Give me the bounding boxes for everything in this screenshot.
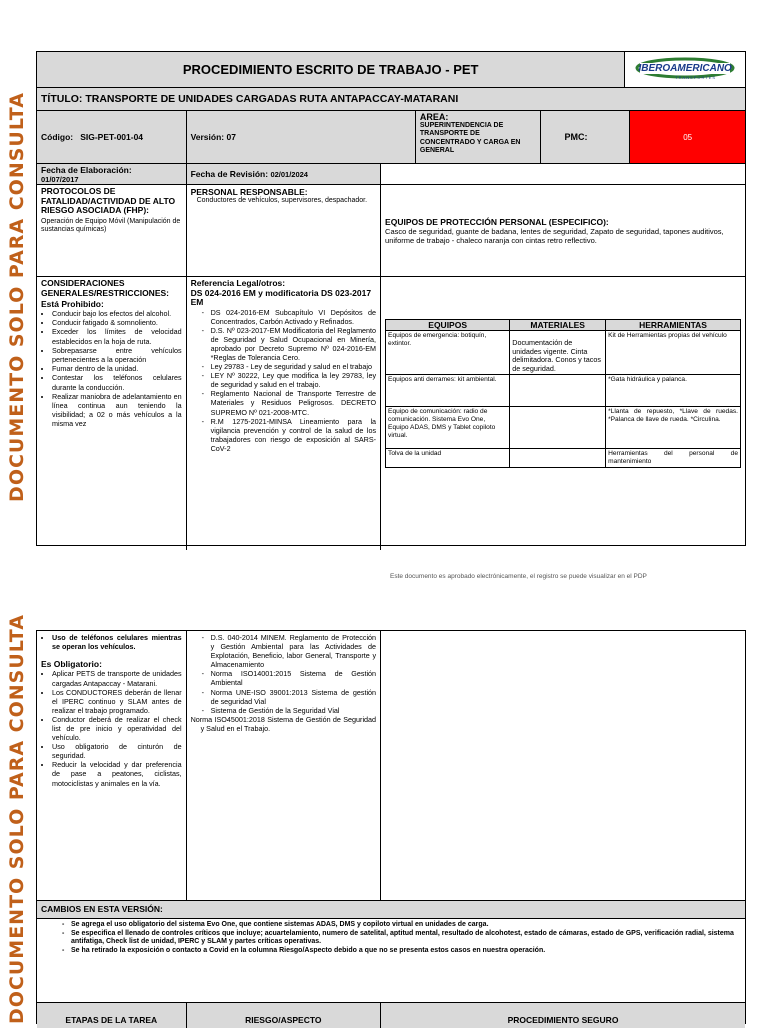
list-item: • Aplicar PETS de transporte de unidades cargadas Antapaccay - Matarani. (52, 669, 182, 687)
list-item: • Conductor deberá de realizar el check list de pre inicio y operatividad del vehículo. (52, 715, 182, 742)
table-cell: Documentación de unidades vigente. Cinta delimitadora. Conos y tacos de seguridad. (510, 331, 606, 375)
elaboration-date-label: Fecha de Elaboración: (41, 165, 132, 175)
table-row (386, 331, 741, 375)
fatality-protocols-title: PROTOCOLOS DE FATALIDAD/ACTIVIDAD DE ALTO RIESGO ASOCIADA (FHP): (41, 186, 176, 215)
list-item: • Contestar los teléfonos celulares durante la conducción. (52, 373, 182, 391)
general-considerations (37, 277, 187, 550)
equipment-section (381, 277, 745, 550)
changes-title: CAMBIOS EN ESTA VERSIÓN: (41, 904, 163, 914)
general-considerations-title: CONSIDERACIONES GENERALES/RESTRICCIONES: (41, 278, 169, 298)
code-value: SIG-PET-001-04 (80, 132, 144, 142)
ppe-title: EQUIPOS DE PROTECCIÓN PERSONAL (ESPECIFICO): (385, 217, 609, 227)
version-field: Versión: 07 (187, 111, 416, 163)
legal-reference-continued (187, 631, 381, 900)
list-item: - Se especifica el llenado de controles críticos que incluye; acuartelamiento, numero de satelital, aptitud mental, resultado de alcohotest, estado de cámaras, estado de GPS, verificación radial, sistema antifatiga, Check list de unidad, IPERC y SLAM y partes críticas operativas. (71, 930, 741, 947)
ppe-section (381, 185, 745, 276)
list-item: • Conducir fatigado & somnoliento. (52, 318, 182, 327)
table-cell: Kit de Herramientas propias del vehículo (606, 331, 741, 375)
table-cell (510, 449, 606, 468)
list-item: • Uso obligatorio de cinturón de seguridad. (52, 742, 182, 760)
list-item: - Norma UNE-ISO 39001:2013 Sistema de gestión de seguridad Vial (211, 688, 376, 706)
revision-date (187, 164, 381, 184)
area-field (416, 111, 541, 163)
list-item: - DS 024-2016-EM Subcapítulo VI Depósitos de Concentrados, Carbón Activado y Refinados. (211, 308, 376, 326)
changes-section (37, 919, 745, 1002)
obligations-section (37, 631, 187, 900)
legal-reference-subtitle: DS 024-2016 EM y modificatoria DS 023-2017 EM (190, 287, 372, 307)
fatality-protocols (37, 185, 187, 276)
legal-reference-list (191, 308, 376, 454)
list-item: - Sistema de Gestión de la Seguridad Vial (211, 706, 376, 715)
document-page-2 (36, 630, 746, 1024)
list-item: - R.M 1275-2021-MINSA Lineamiento para la vigilancia prevención y control de la salud de los trabajadores con riesgo de exposición al SARS-CoV-2 (211, 417, 376, 453)
document-page-1 (36, 51, 746, 546)
list-item: - LEY Nº 30222, Ley que modifica la ley 29783, ley de seguridad y salud en el trabajo. (211, 371, 376, 389)
table-row (386, 449, 741, 468)
table-cell: Equipos de emergencia: botiquín, extintor. (386, 331, 510, 375)
table-cell: *Gata hidráulica y palanca. (606, 375, 741, 407)
column-header-stages: ETAPAS DE LA TAREA (37, 1003, 187, 1028)
list-item: • Los CONDUCTORES deberán de llenar el IPERC continuo y SLAM antes de realizar el trabajo programado. (52, 688, 182, 715)
document-subtitle: TÍTULO: TRANSPORTE DE UNIDADES CARGADAS RUTA ANTAPACCAY-MATARANI (41, 93, 459, 105)
page-title: PROCEDIMIENTO ESCRITO DE TRABAJO - PET (37, 52, 625, 87)
code-label: Código: (41, 132, 74, 142)
prohibited-title: Está Prohibido: (41, 299, 104, 309)
pmc-label: PMC: (541, 111, 631, 163)
table-cell: Equipo de comunicación: radio de comunicación. Sistema Evo One, Equipo ADAS, DMS y Tablet copiloto virtual. (386, 407, 510, 449)
company-logo (625, 52, 745, 87)
table-cell: Equipos anti derrames: kit ambiental. (386, 375, 510, 407)
mandatory-title: Es Obligatorio: (41, 659, 102, 670)
area-value: SUPERINTENDENCIA DE TRANSPORTE DE CONCENTRADO Y CARGA EN GENERAL (419, 121, 521, 154)
legal-reference (187, 277, 381, 550)
table-cell (510, 375, 606, 407)
area-label: AREA: (419, 112, 449, 122)
approval-note: Este documento es aprobado electrónicamente, el registro se puede visualizar en el PDP (390, 573, 647, 580)
column-header-safe-procedure: PROCEDIMIENTO SEGURO (507, 1015, 619, 1025)
mandatory-list (41, 669, 182, 787)
table-cell: Tolva de la unidad (386, 449, 510, 468)
table-row (386, 407, 741, 449)
legal-reference-list-continued (191, 633, 376, 715)
list-item: • Conducir bajo los efectos del alcohol. (52, 309, 182, 318)
responsible-personnel-title: PERSONAL RESPONSABLE: (190, 187, 308, 197)
elaboration-date-value: 01/07/2017 (41, 175, 79, 184)
list-item: • Uso de teléfonos celulares mientras se operan los vehículos. (52, 633, 182, 651)
list-item: - Se agrega el uso obligatorio del sistema Evo One, que contiene sistemas ADAS, DMS y copiloto virtual en unidades de carga. (71, 921, 741, 930)
responsible-personnel (187, 185, 381, 276)
prohibited-list (41, 309, 182, 429)
ppe-body: Casco de seguridad, guante de badana, lentes de seguridad, Zapato de seguridad, tapones auditivos, uniforme de trabajo - chaleco naranja con cintas retro reflectivo. (385, 227, 724, 245)
list-item: • Fumar dentro de la unidad. (52, 364, 182, 373)
iso45001-reference: Norma ISO45001:2018 Sistema de Gestión de Seguridad y Salud en el Trabajo. (190, 714, 377, 733)
list-item: • Exceder los límites de velocidad establecidos en la hoja de ruta. (52, 327, 182, 345)
prohibited-list-continued (41, 633, 182, 651)
table-header-cell: HERRAMIENTAS (606, 320, 741, 331)
list-item: - D.S. 040-2014 MINEM. Reglamento de Protección y Gestión Ambiental para las Actividades de Explotación, Beneficio, labor General, Transporte y Almacenamiento (211, 633, 376, 669)
list-item: • Reducir la velocidad y dar preferencia de pase a peatones, ciclistas, motociclistas y animales en la vía. (52, 760, 182, 787)
list-item: - Se ha retirado la exposición o contacto a Covid en la columna Riesgo/Aspecto debido a que no se presenta estos casos en nuestra operación. (71, 947, 741, 956)
fatality-protocols-body: Operación de Equipo Móvil (Manipulación de sustancias químicas) (41, 217, 181, 233)
table-row (386, 375, 741, 407)
list-item: - D.S. Nº 023-2017-EM Modificatoria del Reglamento de Seguridad y Salud Ocupacional en Minería, aprobado por Decreto Supremo Nº 024-2016-EM *Reglas de Tolerancia Cero. (211, 326, 376, 362)
column-header-risk: RIESGO/ASPECTO (187, 1003, 381, 1028)
logo-subtext: TRANSPORTES (675, 74, 717, 80)
code-field (37, 111, 187, 163)
elaboration-date (37, 164, 187, 184)
equipment-table (385, 319, 741, 468)
pmc-value: 05 (630, 111, 745, 163)
table-cell: Herramientas del personal de mantenimiento (606, 449, 741, 468)
list-item: - Reglamento Nacional de Transporte Terrestre de Materiales y Residuos Peligrosos. DECRETO SUPREMO Nº 021-2008-MTC. (211, 389, 376, 416)
watermark-text: DOCUMENTO SOLO PARA CONSULTA (6, 614, 28, 1024)
table-header-cell: EQUIPOS (386, 320, 510, 331)
logo-text: IBEROAMERICANO (638, 62, 732, 74)
list-item: • Realizar maniobra de adelantamiento en línea continua aun teniendo la visibilidad; a 02 o más vehículos a la misma vez (52, 392, 182, 429)
legal-reference-title: Referencia Legal/otros: (190, 278, 286, 288)
revision-date-label: Fecha de Revisión: (190, 169, 269, 179)
table-header-cell: MATERIALES (510, 320, 606, 331)
table-cell (510, 407, 606, 449)
list-item: • Sobrepasarse entre vehículos pertenecientes a la operación (52, 346, 182, 364)
watermark-text: DOCUMENTO SOLO PARA CONSULTA (6, 92, 28, 502)
revision-date-value: 02/01/2024 (270, 169, 308, 179)
changes-list (57, 921, 741, 955)
list-item: - Ley 29783 - Ley de seguridad y salud en el trabajo (211, 362, 376, 371)
list-item: - Norma ISO14001:2015 Sistema de Gestión Ambiental (211, 669, 376, 687)
table-cell: *Llanta de repuesto, *Llave de ruedas. *Palanca de llave de rueda. *Circulina. (606, 407, 741, 449)
responsible-personnel-body: Conductores de vehículos, supervisores, despachador. (196, 197, 368, 204)
